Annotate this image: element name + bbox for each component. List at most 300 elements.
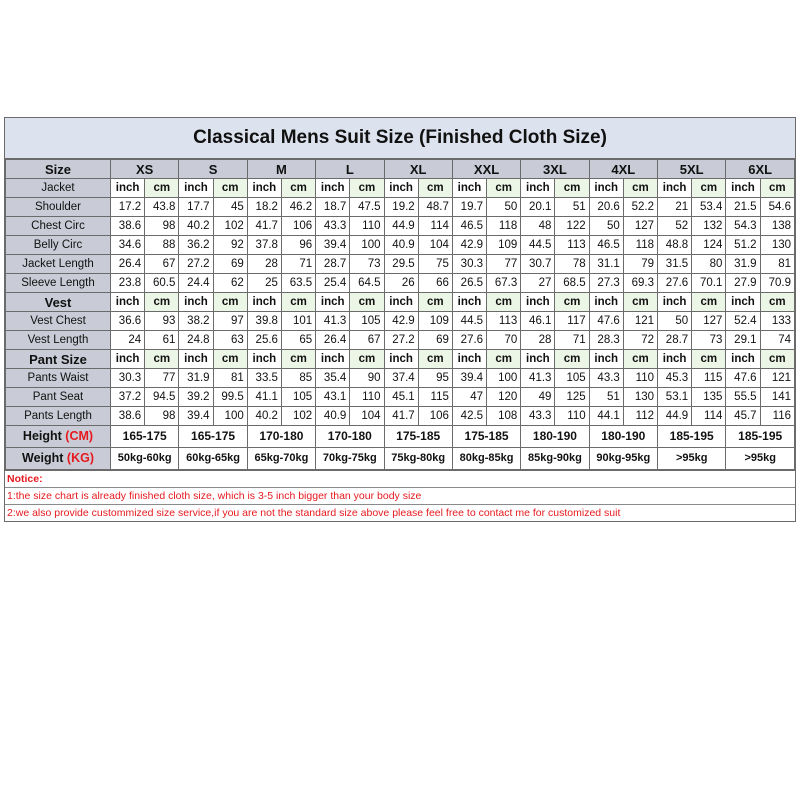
cm-value: 65 <box>281 331 315 350</box>
inch-value: 42.9 <box>452 236 486 255</box>
unit-inch: inch <box>316 350 350 369</box>
inch-value: 40.2 <box>247 407 281 426</box>
measure-row <box>6 217 795 236</box>
inch-value: 42.9 <box>384 312 418 331</box>
inch-value: 41.3 <box>316 312 350 331</box>
cm-value: 64.5 <box>350 274 384 293</box>
unit-cm: cm <box>487 179 521 198</box>
weight-range: 60kg-65kg <box>179 448 247 470</box>
cm-value: 79 <box>623 255 657 274</box>
unit-inch: inch <box>726 350 760 369</box>
measure-label: Pants Length <box>6 407 111 426</box>
inch-value: 44.5 <box>521 236 555 255</box>
cm-value: 132 <box>692 217 726 236</box>
size-label: M <box>247 160 315 179</box>
inch-value: 23.8 <box>111 274 145 293</box>
measure-label: Jacket Length <box>6 255 111 274</box>
cm-value: 102 <box>213 217 247 236</box>
cm-value: 75 <box>418 255 452 274</box>
inch-value: 44.1 <box>589 407 623 426</box>
cm-value: 73 <box>350 255 384 274</box>
cm-value: 67 <box>350 331 384 350</box>
inch-value: 37.8 <box>247 236 281 255</box>
inch-value: 27.2 <box>179 255 213 274</box>
inch-value: 50 <box>589 217 623 236</box>
inch-value: 44.9 <box>658 407 692 426</box>
measure-row <box>6 407 795 426</box>
unit-inch: inch <box>589 293 623 312</box>
cm-value: 94.5 <box>145 388 179 407</box>
inch-value: 20.1 <box>521 198 555 217</box>
unit-inch: inch <box>384 179 418 198</box>
measure-label: Shoulder <box>6 198 111 217</box>
inch-value: 18.7 <box>316 198 350 217</box>
weight-label-text: Weight <box>22 451 64 465</box>
cm-value: 71 <box>555 331 589 350</box>
jacket-unit-row <box>6 179 795 198</box>
cm-value: 101 <box>281 312 315 331</box>
cm-value: 115 <box>418 388 452 407</box>
cm-value: 120 <box>487 388 521 407</box>
cm-value: 92 <box>213 236 247 255</box>
cm-value: 112 <box>623 407 657 426</box>
height-range: 165-175 <box>179 426 247 448</box>
inch-value: 43.3 <box>316 217 350 236</box>
measure-label: Pants Waist <box>6 369 111 388</box>
cm-value: 70.9 <box>760 274 794 293</box>
inch-value: 29.1 <box>726 331 760 350</box>
cm-value: 110 <box>350 217 384 236</box>
unit-inch: inch <box>452 350 486 369</box>
inch-value: 25 <box>247 274 281 293</box>
unit-cm: cm <box>418 350 452 369</box>
cm-value: 51 <box>555 198 589 217</box>
cm-value: 77 <box>487 255 521 274</box>
cm-value: 109 <box>487 236 521 255</box>
inch-value: 37.4 <box>384 369 418 388</box>
cm-value: 63.5 <box>281 274 315 293</box>
inch-value: 52.4 <box>726 312 760 331</box>
cm-value: 105 <box>350 312 384 331</box>
cm-value: 127 <box>623 217 657 236</box>
inch-value: 17.7 <box>179 198 213 217</box>
unit-cm: cm <box>692 293 726 312</box>
measure-label: Vest Length <box>6 331 111 350</box>
cm-value: 110 <box>623 369 657 388</box>
unit-inch: inch <box>384 293 418 312</box>
unit-inch: inch <box>111 293 145 312</box>
inch-value: 38.2 <box>179 312 213 331</box>
inch-value: 40.9 <box>384 236 418 255</box>
inch-value: 28 <box>247 255 281 274</box>
unit-inch: inch <box>658 350 692 369</box>
cm-value: 105 <box>555 369 589 388</box>
inch-value: 45.1 <box>384 388 418 407</box>
unit-cm: cm <box>145 293 179 312</box>
unit-cm: cm <box>692 179 726 198</box>
unit-cm: cm <box>555 350 589 369</box>
notes-section <box>5 470 795 521</box>
inch-value: 30.7 <box>521 255 555 274</box>
inch-value: 19.7 <box>452 198 486 217</box>
cm-value: 72 <box>623 331 657 350</box>
cm-value: 69.3 <box>623 274 657 293</box>
cm-value: 116 <box>760 407 794 426</box>
inch-value: 26.4 <box>316 331 350 350</box>
cm-value: 88 <box>145 236 179 255</box>
cm-value: 63 <box>213 331 247 350</box>
cm-value: 100 <box>487 369 521 388</box>
cm-value: 121 <box>760 369 794 388</box>
size-label: 3XL <box>521 160 589 179</box>
cm-value: 52.2 <box>623 198 657 217</box>
cm-value: 99.5 <box>213 388 247 407</box>
unit-cm: cm <box>281 179 315 198</box>
size-label: 6XL <box>726 160 795 179</box>
inch-value: 38.6 <box>111 217 145 236</box>
unit-inch: inch <box>521 179 555 198</box>
inch-value: 41.1 <box>247 388 281 407</box>
cm-value: 97 <box>213 312 247 331</box>
measure-label: Belly Circ <box>6 236 111 255</box>
unit-cm: cm <box>281 350 315 369</box>
cm-value: 95 <box>418 369 452 388</box>
height-range: 180-190 <box>521 426 589 448</box>
cm-value: 73 <box>692 331 726 350</box>
inch-value: 53.1 <box>658 388 692 407</box>
measure-label: Sleeve Length <box>6 274 111 293</box>
cm-value: 114 <box>692 407 726 426</box>
cm-value: 50 <box>487 198 521 217</box>
inch-value: 34.6 <box>111 236 145 255</box>
cm-value: 108 <box>487 407 521 426</box>
cm-value: 141 <box>760 388 794 407</box>
inch-value: 38.6 <box>111 407 145 426</box>
weight-range: >95kg <box>726 448 795 470</box>
height-label <box>6 426 111 448</box>
cm-value: 53.4 <box>692 198 726 217</box>
unit-inch: inch <box>589 179 623 198</box>
inch-value: 28.3 <box>589 331 623 350</box>
inch-value: 37.2 <box>111 388 145 407</box>
unit-inch: inch <box>384 350 418 369</box>
inch-value: 39.4 <box>452 369 486 388</box>
height-range: 175-185 <box>452 426 520 448</box>
measure-row <box>6 331 795 350</box>
inch-value: 27.9 <box>726 274 760 293</box>
inch-value: 17.2 <box>111 198 145 217</box>
inch-value: 33.5 <box>247 369 281 388</box>
unit-cm: cm <box>555 179 589 198</box>
inch-value: 36.2 <box>179 236 213 255</box>
inch-value: 44.9 <box>384 217 418 236</box>
inch-value: 27 <box>521 274 555 293</box>
inch-value: 26 <box>384 274 418 293</box>
unit-cm: cm <box>418 293 452 312</box>
unit-inch: inch <box>658 293 692 312</box>
cm-value: 106 <box>281 217 315 236</box>
inch-value: 47.6 <box>726 369 760 388</box>
cm-value: 118 <box>623 236 657 255</box>
size-label: XL <box>384 160 452 179</box>
size-table <box>5 159 795 470</box>
notice-line-2: 2:we also provide custommized size service,if you are not the standard size above please feel free to contact me for customized suit <box>7 507 621 519</box>
cm-value: 135 <box>692 388 726 407</box>
inch-value: 27.6 <box>452 331 486 350</box>
unit-inch: inch <box>179 350 213 369</box>
inch-value: 40.2 <box>179 217 213 236</box>
unit-inch: inch <box>452 179 486 198</box>
unit-cm: cm <box>145 350 179 369</box>
inch-value: 50 <box>658 312 692 331</box>
unit-cm: cm <box>213 179 247 198</box>
size-header: Size <box>6 160 111 179</box>
inch-value: 25.4 <box>316 274 350 293</box>
inch-value: 28.7 <box>658 331 692 350</box>
inch-value: 31.9 <box>179 369 213 388</box>
cm-value: 118 <box>487 217 521 236</box>
inch-value: 44.5 <box>452 312 486 331</box>
cm-value: 81 <box>760 255 794 274</box>
height-range: 170-180 <box>247 426 315 448</box>
cm-value: 43.8 <box>145 198 179 217</box>
cm-value: 60.5 <box>145 274 179 293</box>
cm-value: 45 <box>213 198 247 217</box>
cm-value: 106 <box>418 407 452 426</box>
inch-value: 25.6 <box>247 331 281 350</box>
cm-value: 70.1 <box>692 274 726 293</box>
cm-value: 96 <box>281 236 315 255</box>
unit-inch: inch <box>521 293 555 312</box>
inch-value: 41.3 <box>521 369 555 388</box>
measure-label: Chest Circ <box>6 217 111 236</box>
unit-inch: inch <box>452 293 486 312</box>
inch-value: 28.7 <box>316 255 350 274</box>
inch-value: 21 <box>658 198 692 217</box>
inch-value: 30.3 <box>452 255 486 274</box>
cm-value: 68.5 <box>555 274 589 293</box>
unit-inch: inch <box>247 350 281 369</box>
unit-inch: inch <box>726 179 760 198</box>
inch-value: 40.9 <box>316 407 350 426</box>
unit-cm: cm <box>623 179 657 198</box>
cm-value: 69 <box>213 255 247 274</box>
height-range: 185-195 <box>658 426 726 448</box>
cm-value: 124 <box>692 236 726 255</box>
unit-cm: cm <box>623 350 657 369</box>
unit-cm: cm <box>350 179 384 198</box>
unit-inch: inch <box>726 293 760 312</box>
cm-value: 122 <box>555 217 589 236</box>
cm-value: 104 <box>350 407 384 426</box>
size-label: 5XL <box>658 160 726 179</box>
cm-value: 100 <box>213 407 247 426</box>
inch-value: 52 <box>658 217 692 236</box>
unit-cm: cm <box>623 293 657 312</box>
cm-value: 47.5 <box>350 198 384 217</box>
size-label: S <box>179 160 247 179</box>
inch-value: 51 <box>589 388 623 407</box>
measure-row <box>6 369 795 388</box>
cm-value: 98 <box>145 407 179 426</box>
unit-inch: inch <box>247 179 281 198</box>
inch-value: 43.1 <box>316 388 350 407</box>
weight-range: 90kg-95kg <box>589 448 657 470</box>
inch-value: 43.3 <box>521 407 555 426</box>
inch-value: 46.1 <box>521 312 555 331</box>
inch-value: 24.8 <box>179 331 213 350</box>
inch-value: 49 <box>521 388 555 407</box>
unit-inch: inch <box>658 179 692 198</box>
cm-value: 85 <box>281 369 315 388</box>
cm-value: 117 <box>555 312 589 331</box>
measure-row <box>6 274 795 293</box>
cm-value: 98 <box>145 217 179 236</box>
inch-value: 48 <box>521 217 555 236</box>
cm-value: 115 <box>692 369 726 388</box>
pants-section-label: Pant Size <box>6 350 111 369</box>
cm-value: 66 <box>418 274 452 293</box>
pants-unit-row <box>6 350 795 369</box>
weight-range: 85kg-90kg <box>521 448 589 470</box>
inch-value: 31.1 <box>589 255 623 274</box>
unit-inch: inch <box>247 293 281 312</box>
inch-value: 51.2 <box>726 236 760 255</box>
cm-value: 127 <box>692 312 726 331</box>
unit-inch: inch <box>111 179 145 198</box>
size-label: XS <box>111 160 179 179</box>
cm-value: 110 <box>350 388 384 407</box>
height-range: 185-195 <box>726 426 795 448</box>
measure-row <box>6 198 795 217</box>
measure-row <box>6 255 795 274</box>
inch-value: 31.9 <box>726 255 760 274</box>
measure-label: Vest Chest <box>6 312 111 331</box>
measure-label: Pant Seat <box>6 388 111 407</box>
cm-value: 130 <box>760 236 794 255</box>
cm-value: 110 <box>555 407 589 426</box>
inch-value: 27.3 <box>589 274 623 293</box>
height-range: 170-180 <box>316 426 384 448</box>
inch-value: 36.6 <box>111 312 145 331</box>
inch-value: 26.4 <box>111 255 145 274</box>
cm-value: 138 <box>760 217 794 236</box>
unit-inch: inch <box>111 350 145 369</box>
inch-value: 48.8 <box>658 236 692 255</box>
cm-value: 46.2 <box>281 198 315 217</box>
unit-cm: cm <box>213 350 247 369</box>
cm-value: 71 <box>281 255 315 274</box>
cm-value: 81 <box>213 369 247 388</box>
cm-value: 109 <box>418 312 452 331</box>
cm-value: 80 <box>692 255 726 274</box>
cm-value: 77 <box>145 369 179 388</box>
unit-cm: cm <box>487 293 521 312</box>
cm-value: 48.7 <box>418 198 452 217</box>
chart-title-bar <box>5 118 795 159</box>
weight-range: 70kg-75kg <box>316 448 384 470</box>
weight-row <box>6 448 795 470</box>
vest-unit-row <box>6 293 795 312</box>
cm-value: 130 <box>623 388 657 407</box>
weight-range: 50kg-60kg <box>111 448 179 470</box>
cm-value: 74 <box>760 331 794 350</box>
unit-inch: inch <box>179 179 213 198</box>
size-label: 4XL <box>589 160 657 179</box>
cm-value: 90 <box>350 369 384 388</box>
cm-value: 69 <box>418 331 452 350</box>
unit-inch: inch <box>316 293 350 312</box>
inch-value: 27.6 <box>658 274 692 293</box>
height-unit: (CM) <box>65 429 94 443</box>
unit-cm: cm <box>692 350 726 369</box>
inch-value: 46.5 <box>452 217 486 236</box>
unit-inch: inch <box>179 293 213 312</box>
inch-value: 39.8 <box>247 312 281 331</box>
cm-value: 102 <box>281 407 315 426</box>
notice-heading: Notice: <box>5 471 795 488</box>
unit-cm: cm <box>760 179 794 198</box>
inch-value: 45.3 <box>658 369 692 388</box>
inch-value: 29.5 <box>384 255 418 274</box>
inch-value: 21.5 <box>726 198 760 217</box>
weight-range: 80kg-85kg <box>452 448 520 470</box>
unit-inch: inch <box>316 179 350 198</box>
measure-row <box>6 312 795 331</box>
unit-cm: cm <box>760 293 794 312</box>
height-row <box>6 426 795 448</box>
inch-value: 30.3 <box>111 369 145 388</box>
height-range: 165-175 <box>111 426 179 448</box>
inch-value: 45.7 <box>726 407 760 426</box>
inch-value: 42.5 <box>452 407 486 426</box>
unit-inch: inch <box>521 350 555 369</box>
inch-value: 19.2 <box>384 198 418 217</box>
cm-value: 62 <box>213 274 247 293</box>
inch-value: 46.5 <box>589 236 623 255</box>
cm-value: 61 <box>145 331 179 350</box>
cm-value: 70 <box>487 331 521 350</box>
inch-value: 41.7 <box>247 217 281 236</box>
inch-value: 24.4 <box>179 274 213 293</box>
inch-value: 39.4 <box>179 407 213 426</box>
height-range: 180-190 <box>589 426 657 448</box>
cm-value: 105 <box>281 388 315 407</box>
inch-value: 47.6 <box>589 312 623 331</box>
cm-value: 93 <box>145 312 179 331</box>
size-label: XXL <box>452 160 520 179</box>
weight-unit: (KG) <box>66 451 94 465</box>
unit-cm: cm <box>281 293 315 312</box>
cm-value: 54.6 <box>760 198 794 217</box>
cm-value: 104 <box>418 236 452 255</box>
unit-cm: cm <box>213 293 247 312</box>
measure-row <box>6 388 795 407</box>
inch-value: 47 <box>452 388 486 407</box>
inch-value: 39.2 <box>179 388 213 407</box>
measure-row <box>6 236 795 255</box>
cm-value: 113 <box>555 236 589 255</box>
inch-value: 20.6 <box>589 198 623 217</box>
inch-value: 27.2 <box>384 331 418 350</box>
cm-value: 67 <box>145 255 179 274</box>
cm-value: 78 <box>555 255 589 274</box>
cm-value: 100 <box>350 236 384 255</box>
cm-value: 113 <box>487 312 521 331</box>
unit-cm: cm <box>555 293 589 312</box>
jacket-section-label: Jacket <box>6 179 111 198</box>
inch-value: 26.5 <box>452 274 486 293</box>
